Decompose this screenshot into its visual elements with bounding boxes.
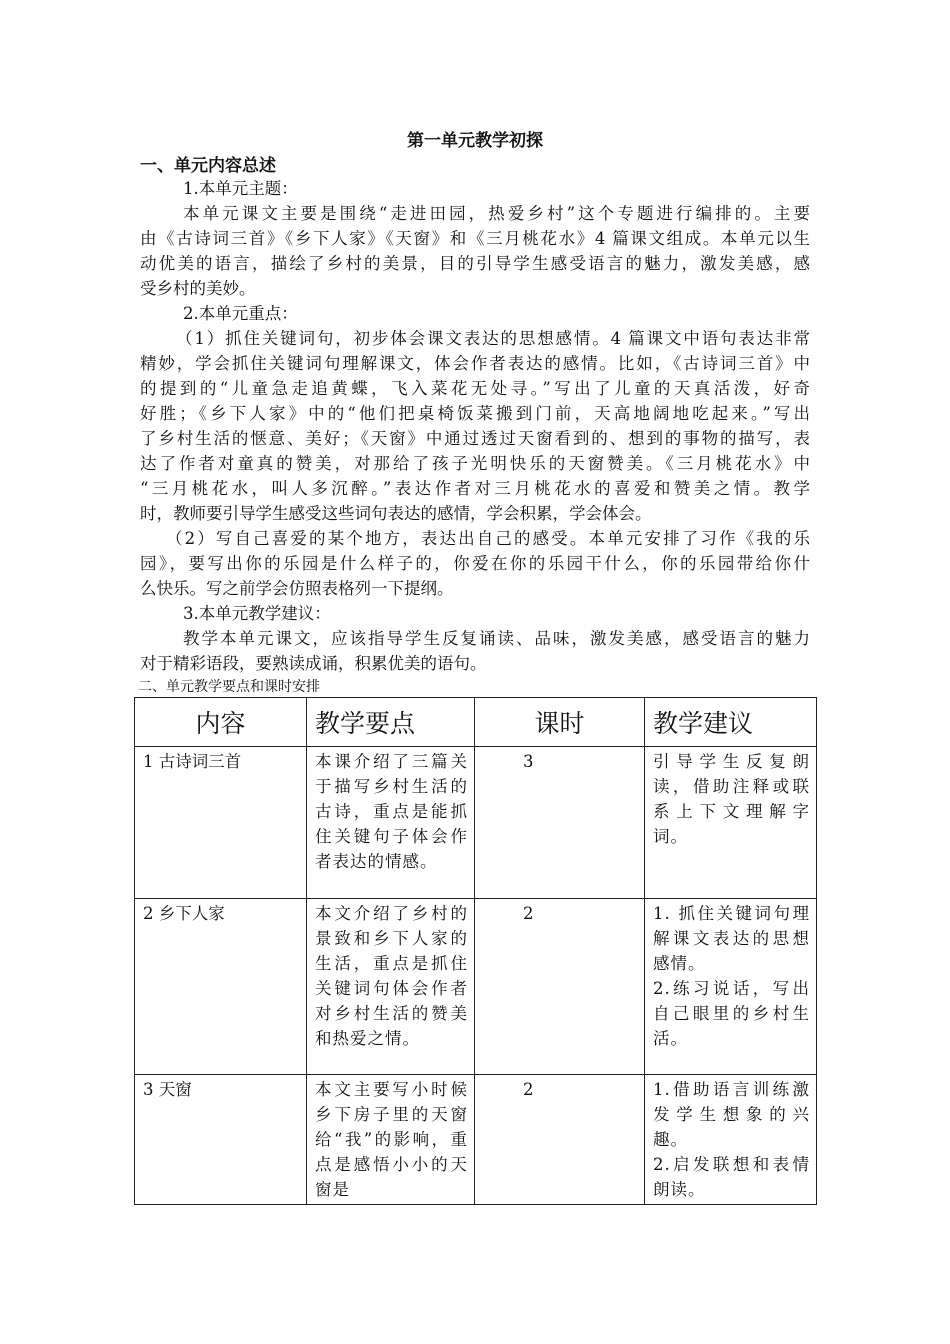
paragraph-line: 了乡村生活的惬意、美好；《天窗》中通过透过天窗看到的、想到的事物的描写，表	[140, 429, 810, 448]
cell-hours: 2	[475, 1075, 645, 1205]
suggestion-item: 2.练习说话，写出自己眼里的乡村生活。	[653, 979, 810, 1048]
document-title: 第一单元教学初探	[407, 131, 543, 151]
paragraph-line: 的提到的“儿童急走追黄蝶，飞入菜花无处寻。”写出了儿童的天真活泼，好奇	[140, 379, 810, 398]
cell-hours: 2	[475, 899, 645, 1075]
cell-suggestions	[645, 899, 817, 1075]
table-header-row	[135, 698, 817, 747]
header-points: 教学要点	[307, 698, 475, 747]
header-content: 内容	[135, 698, 307, 747]
paragraph-line: 由《古诗词三首》《乡下人家》《天窗》和《三月桃花水》4 篇课文组成。本单元以生	[140, 229, 810, 248]
table-row	[135, 1075, 817, 1205]
paragraph-line: 精妙，学会抓住关键词句理解课文，体会作者表达的感情。比如，《古诗词三首》中	[140, 354, 810, 373]
cell-hours: 3	[475, 747, 645, 899]
cell-suggestions	[645, 1075, 817, 1205]
suggestion-item: 2.启发联想和表情朗读。	[653, 1155, 810, 1199]
suggestion-item: 1. 抓住关键词句理解课文表达的思想感情。	[653, 904, 810, 973]
lesson-plan-table	[134, 697, 817, 1205]
header-hours: 课时	[475, 698, 645, 747]
cell-points: 本课介绍了三篇关于描写乡村生活的古诗，重点是能抓住关键句子体会作者表达的情感。	[307, 747, 475, 899]
paragraph-line: 对于精彩语段，要熟读成诵，积累优美的语句。	[140, 654, 487, 673]
focus-heading: 2.本单元重点：	[183, 304, 298, 323]
paragraph-line: 教学本单元课文，应该指导学生反复诵读、品味，激发美感，感受语言的魅力	[183, 629, 810, 648]
cell-content: 2 乡下人家	[135, 899, 307, 1075]
section2-heading: 二、单元教学要点和课时安排	[138, 679, 320, 695]
paragraph-line: 达了作者对童真的赞美，对那给了孩子光明快乐的天窗赞美。《三月桃花水》中	[140, 454, 810, 473]
paragraph-line: 好胜；《乡下人家》中的“他们把桌椅饭菜搬到门前，天高地阔地吃起来。”写出	[140, 404, 810, 423]
paragraph-line: “三月桃花水，叫人多沉醉。”表达作者对三月桃花水的喜爱和赞美之情。教学	[140, 479, 810, 498]
paragraph-line: 本单元课文主要是围绕“走进田园，热爱乡村”这个专题进行编排的。主要	[183, 204, 810, 223]
table-row	[135, 899, 817, 1075]
suggestion-item: 1.借助语言训练激发学生想象的兴趣。	[653, 1080, 810, 1149]
cell-points: 本文主要写小时候乡下房子里的天窗给“我”的影响，重点是感悟小小的天窗是	[307, 1075, 475, 1205]
paragraph-line: 时，教师要引导学生感受这些词句表达的感情，学会积累，学会体会。	[140, 504, 652, 523]
paragraph-line: 么快乐。写之前学会仿照表格列一下提纲。	[140, 579, 454, 598]
cell-content: 3 天窗	[135, 1075, 307, 1205]
paragraph-line: （2）写自己喜爱的某个地方，表达出自己的感受。本单元安排了习作《我的乐	[166, 529, 810, 548]
theme-heading: 1.本单元主题：	[183, 179, 298, 198]
paragraph-line: 受乡村的美妙。	[140, 279, 256, 298]
cell-suggestions	[645, 747, 817, 899]
table-row	[135, 747, 817, 899]
suggest-heading: 3.本单元教学建议：	[183, 604, 331, 623]
cell-points: 本文介绍了乡村的景致和乡下人家的生活，重点是抓住关键词句体会作者对乡村生活的赞美和热爱之情。	[307, 899, 475, 1075]
header-suggestions: 教学建议	[645, 698, 817, 747]
paragraph-line: （1）抓住关键词句，初步体会课文表达的思想感情。4 篇课文中语句表达非常	[176, 329, 810, 348]
paragraph-line: 动优美的语言，描绘了乡村的美景，目的引导学生感受语言的魅力，激发美感，感	[140, 254, 810, 273]
cell-content: 1 古诗词三首	[135, 747, 307, 899]
suggestion-item: 引导学生反复朗读，借助注释或联系上下文理解字词。	[653, 752, 810, 846]
section1-heading: 一、单元内容总述	[140, 156, 276, 176]
paragraph-line: 园》，要写出你的乐园是什么样子的，你爱在你的乐园干什么，你的乐园带给你什	[140, 554, 810, 573]
